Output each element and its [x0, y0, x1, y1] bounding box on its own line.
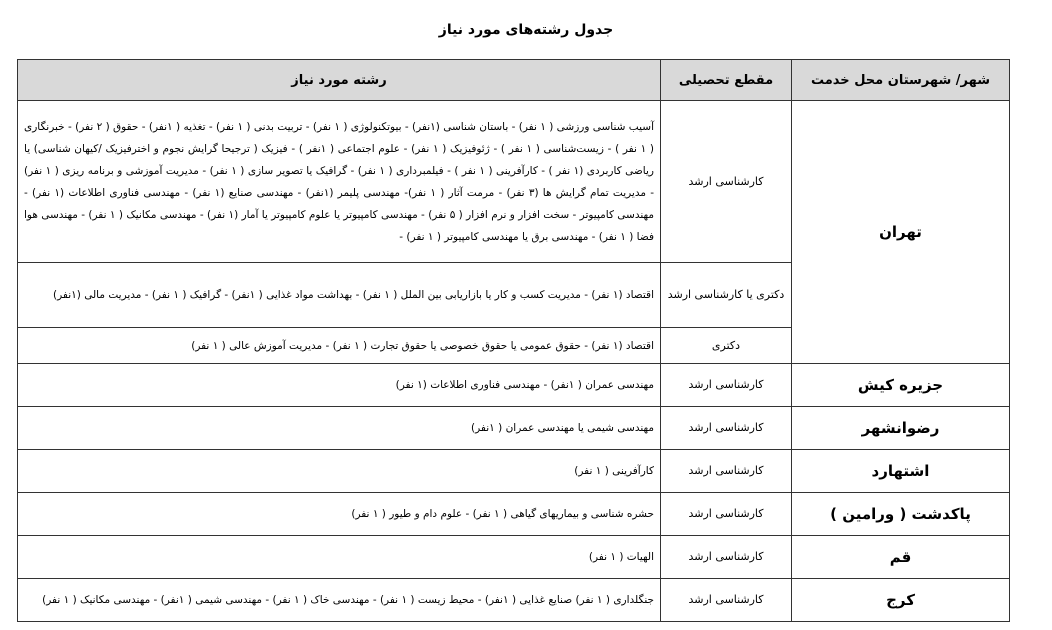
header-fields: رشته مورد نیاز	[18, 60, 661, 101]
fields-cell: مهندسی عمران ( ۱نفر) - مهندسی فناوری اطلاعات (۱ نفر)	[18, 364, 661, 407]
city-cell: قم	[792, 536, 1010, 579]
fields-cell: جنگلداری ( ۱ نفر) صنایع غذایی ( ۱نفر) - محیط زیست ( ۱ نفر) - مهندسی خاک ( ۱ نفر) - مهندسی شیمی ( ۱نفر) - مهندسی مکانیک ( ۱ نفر)	[18, 579, 661, 622]
table-header-row	[18, 60, 1010, 101]
degree-cell: کارشناسی ارشد	[661, 536, 792, 579]
table-row	[18, 407, 1010, 450]
table-row	[18, 536, 1010, 579]
table-row	[18, 101, 1010, 263]
city-cell: رضوانشهر	[792, 407, 1010, 450]
table-row	[18, 579, 1010, 622]
fields-cell: اقتصاد (۱ نفر) - مدیریت کسب و کار یا بازاریابی بین الملل ( ۱ نفر) - بهداشت مواد غذایی ( ۱نفر) - گرافیک ( ۱ نفر) - مدیریت مالی (۱نفر)	[18, 263, 661, 328]
table-title: جدول رشته‌های مورد نیاز	[438, 22, 614, 38]
fields-cell: الهیات ( ۱ نفر)	[18, 536, 661, 579]
city-cell: اشتهارد	[792, 450, 1010, 493]
degree-cell: کارشناسی ارشد	[661, 450, 792, 493]
degree-cell: کارشناسی ارشد	[661, 101, 792, 263]
city-cell: کرج	[792, 579, 1010, 622]
table-row	[18, 450, 1010, 493]
header-degree: مقطع تحصیلی	[661, 60, 792, 101]
city-cell: جزیره کیش	[792, 364, 1010, 407]
fields-cell: حشره شناسی و بیماریهای گیاهی ( ۱ نفر) - علوم دام و طیور ( ۱ نفر)	[18, 493, 661, 536]
degree-cell: کارشناسی ارشد	[661, 407, 792, 450]
degree-cell: دکتری یا کارشناسی ارشد	[661, 263, 792, 328]
fields-cell: اقتصاد (۱ نفر) - حقوق عمومی یا حقوق خصوصی یا حقوق تجارت ( ۱ نفر) - مدیریت آموزش عالی ( ۱ نفر)	[18, 328, 661, 364]
fields-cell: مهندسی شیمی یا مهندسی عمران ( ۱نفر)	[18, 407, 661, 450]
city-cell: تهران	[792, 101, 1010, 364]
degree-cell: کارشناسی ارشد	[661, 493, 792, 536]
city-cell: پاکدشت ( ورامین )	[792, 493, 1010, 536]
header-city: شهر/ شهرستان محل خدمت	[792, 60, 1010, 101]
fields-cell: کارآفرینی ( ۱ نفر)	[18, 450, 661, 493]
table-row	[18, 364, 1010, 407]
table-row	[18, 493, 1010, 536]
degree-cell: کارشناسی ارشد	[661, 579, 792, 622]
fields-cell: آسیب شناسی ورزشی ( ۱ نفر) - باستان شناسی (۱نفر) - بیوتکنولوژی ( ۱ نفر) - تربیت بدنی ( ۱ نفر) - تغذیه ( ۱نفر) - حقوق ( ۲ نفر) - خبرنگاری ( ۱ نفر ) - زیست‌شناسی ( ۱ نفر ) - ژئوفیزیک ( ۱ نفر) - علوم اجتماعی ( ۱نفر ) - فیزیک ( ترجیحا گرایش نجوم و اخترفیزیک /کیهان شناسی) یا ریاضی کاربردی (۱ نفر ) - کارآفرینی ( ۱ نفر ) - فیلمبرداری ( ۱ نفر) - گرافیک یا تصویر سازی ( ۱ نفر) - مدیریت آموزشی و برنامه ریزی ( ۱ نفر) - مدیریت تمام گرایش ها (۳ نفر) - مرمت آثار ( ۱ نفر)- مهندسی پلیمر (۱نفر) - مهندسی صنایع (۱ نفر) - مهندسی فناوری اطلاعات (۱ نفر) - مهندسی کامپیوتر - سخت افزار و نرم افزار ( ۵ نفر) - مهندسی کامپیوتر یا علوم کامپیوتر یا آمار (۱ نفر) - مهندسی مکانیک ( ۱ نفر) - مهندسی هوا فضا ( ۱ نفر) - مهندسی برق یا مهندسی کامپیوتر ( ۱ نفر) -	[18, 101, 661, 263]
requirements-table	[17, 59, 1010, 622]
degree-cell: دکتری	[661, 328, 792, 364]
degree-cell: کارشناسی ارشد	[661, 364, 792, 407]
